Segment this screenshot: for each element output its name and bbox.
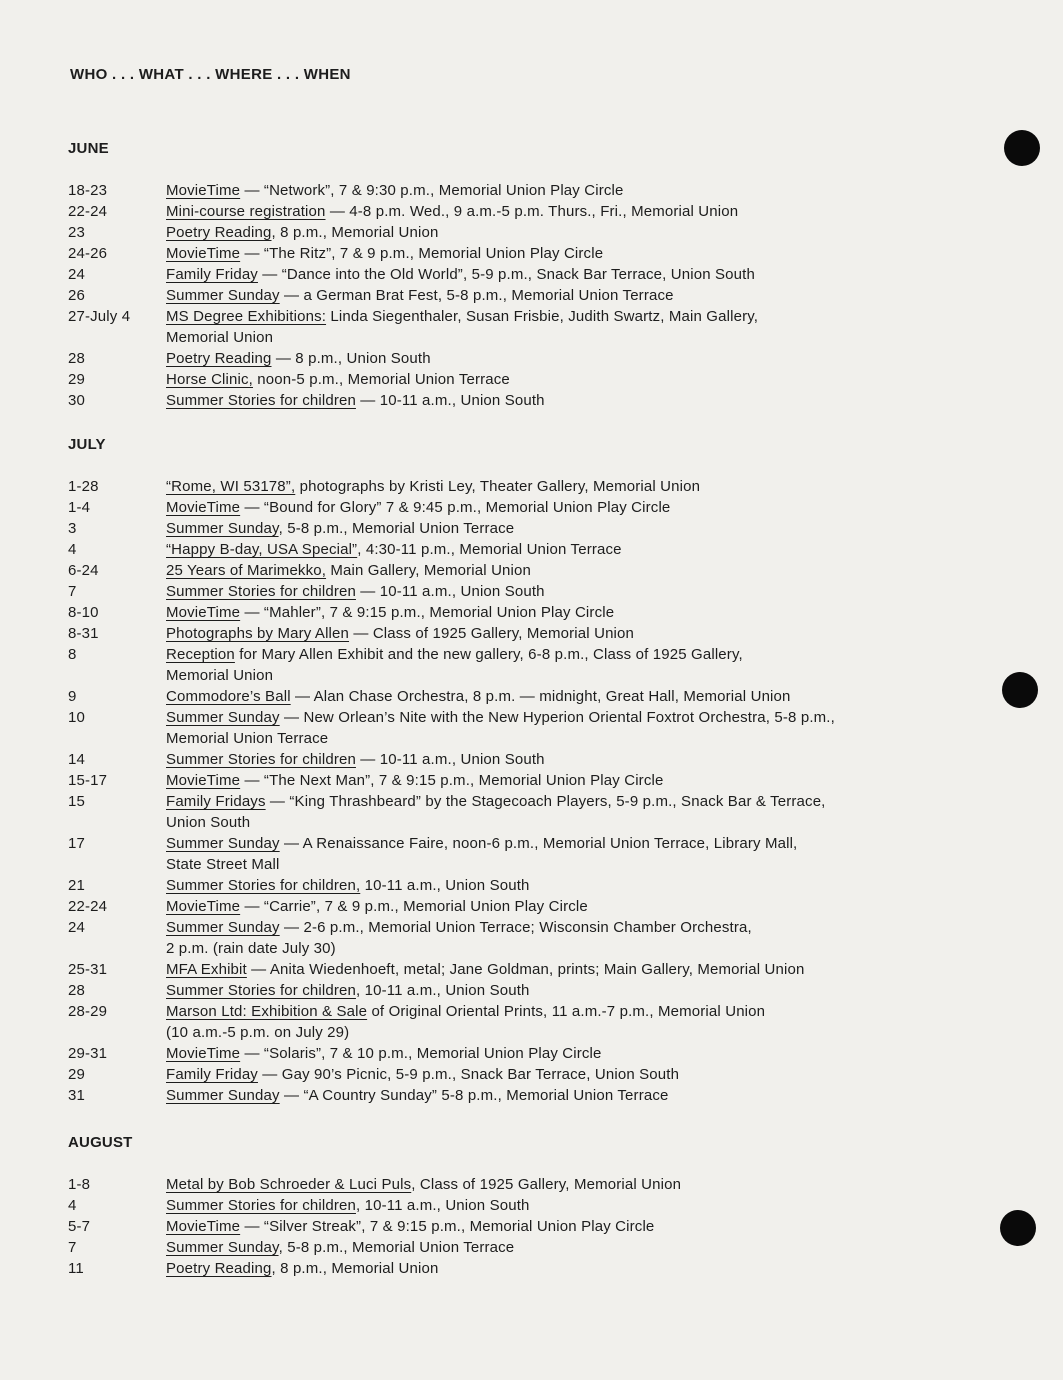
event-description bbox=[166, 1001, 968, 1043]
event-row bbox=[68, 1001, 968, 1043]
binder-hole bbox=[1000, 1210, 1036, 1246]
event-row bbox=[68, 390, 968, 411]
event-title: MovieTime bbox=[166, 245, 241, 262]
event-details: — “A Country Sunday” 5-8 p.m., Memorial Union Terrace bbox=[279, 1087, 669, 1104]
event-details: , 5-8 p.m., Memorial Union Terrace bbox=[278, 520, 515, 537]
event-row bbox=[68, 518, 968, 539]
event-details: , 8 p.m., Memorial Union bbox=[271, 1260, 439, 1277]
event-description bbox=[166, 686, 968, 707]
event-details: — “King Thrashbeard” by the Stagecoach Players, 5-9 p.m., Snack Bar & Terrace, bbox=[265, 793, 826, 810]
event-date: 22-24 bbox=[68, 898, 108, 915]
event-description bbox=[166, 306, 968, 348]
event-row bbox=[68, 791, 968, 833]
event-description bbox=[166, 1174, 968, 1195]
event-title: Summer Sunday bbox=[166, 1239, 279, 1256]
binder-hole bbox=[1004, 130, 1040, 166]
event-row bbox=[68, 222, 968, 243]
event-details: — 10-11 a.m., Union South bbox=[355, 751, 545, 768]
event-date: 8-10 bbox=[68, 604, 99, 621]
event-row bbox=[68, 1216, 968, 1237]
event-details: — “Bound for Glory” 7 & 9:45 p.m., Memorial Union Play Circle bbox=[240, 499, 671, 516]
event-row bbox=[68, 875, 968, 896]
event-description bbox=[166, 770, 968, 791]
event-description bbox=[166, 749, 968, 770]
event-details-continued: Memorial Union bbox=[166, 667, 274, 684]
event-row bbox=[68, 180, 968, 201]
event-details: , 4:30-11 p.m., Memorial Union Terrace bbox=[357, 541, 622, 558]
event-details-continued: (10 a.m.-5 p.m. on July 29) bbox=[166, 1024, 350, 1041]
event-row bbox=[68, 959, 968, 980]
event-description bbox=[166, 1064, 968, 1085]
event-details: 10-11 a.m., Union South bbox=[360, 877, 530, 894]
event-title: MS Degree Exhibitions: bbox=[166, 308, 327, 325]
event-date: 1-4 bbox=[68, 499, 91, 516]
event-details: — New Orlean’s Nite with the New Hyperion Oriental Foxtrot Orchestra, 5-8 p.m., bbox=[279, 709, 835, 726]
event-details: — 4-8 p.m. Wed., 9 a.m.-5 p.m. Thurs., Fri., Memorial Union bbox=[325, 203, 739, 220]
event-description bbox=[166, 602, 968, 623]
event-date: 27-July 4 bbox=[68, 308, 131, 325]
event-title: Family Friday bbox=[166, 266, 258, 283]
event-description bbox=[166, 875, 968, 896]
event-date: 14 bbox=[68, 751, 85, 768]
event-date: 25-31 bbox=[68, 961, 108, 978]
event-date: 24 bbox=[68, 919, 85, 936]
event-row bbox=[68, 1237, 968, 1258]
event-title: Mini-course registration bbox=[166, 203, 326, 220]
event-description bbox=[166, 348, 968, 369]
event-description bbox=[166, 222, 968, 243]
event-row bbox=[68, 770, 968, 791]
event-title: 25 Years of Marimekko, bbox=[166, 562, 327, 579]
event-title: Commodore’s Ball bbox=[166, 688, 291, 705]
event-details: — “Mahler”, 7 & 9:15 p.m., Memorial Union Play Circle bbox=[240, 604, 615, 621]
event-date: 28 bbox=[68, 350, 85, 367]
event-date: 17 bbox=[68, 835, 85, 852]
event-details: — “Network”, 7 & 9:30 p.m., Memorial Union Play Circle bbox=[240, 182, 624, 199]
event-description bbox=[166, 497, 968, 518]
event-title: Poetry Reading bbox=[166, 224, 272, 241]
event-details: — A Renaissance Faire, noon-6 p.m., Memorial Union Terrace, Library Mall, bbox=[279, 835, 798, 852]
event-description bbox=[166, 644, 968, 686]
event-title: Reception bbox=[166, 646, 235, 663]
event-title: Summer Stories for children bbox=[166, 751, 356, 768]
event-description bbox=[166, 917, 968, 959]
event-row bbox=[68, 539, 968, 560]
event-details: — “Dance into the Old World”, 5-9 p.m., Snack Bar Terrace, Union South bbox=[257, 266, 755, 283]
event-description bbox=[166, 1258, 968, 1279]
event-date: 5-7 bbox=[68, 1218, 91, 1235]
event-details: — “The Next Man”, 7 & 9:15 p.m., Memorial Union Play Circle bbox=[240, 772, 664, 789]
event-date: 24-26 bbox=[68, 245, 108, 262]
event-row bbox=[68, 306, 968, 348]
event-description bbox=[166, 959, 968, 980]
event-title: Summer Sunday bbox=[166, 835, 280, 852]
event-date: 31 bbox=[68, 1087, 85, 1104]
event-details: — “Carrie”, 7 & 9 p.m., Memorial Union Play Circle bbox=[240, 898, 588, 915]
event-title: Marson Ltd: Exhibition & Sale bbox=[166, 1003, 368, 1020]
event-title: MovieTime bbox=[166, 1218, 241, 1235]
event-title: Summer Sunday bbox=[166, 1087, 280, 1104]
page-heading: WHO . . . WHAT . . . WHERE . . . WHEN bbox=[70, 66, 351, 83]
event-row bbox=[68, 749, 968, 770]
event-row bbox=[68, 369, 968, 390]
event-description bbox=[166, 476, 968, 497]
event-title: Summer Stories for children bbox=[166, 583, 356, 600]
event-row bbox=[68, 201, 968, 222]
event-date: 15-17 bbox=[68, 772, 108, 789]
month-heading: JUNE bbox=[68, 140, 109, 157]
event-description bbox=[166, 285, 968, 306]
event-row bbox=[68, 707, 968, 749]
event-title: Family Friday bbox=[166, 1066, 258, 1083]
event-title: Family Fridays bbox=[166, 793, 266, 810]
event-date: 18-23 bbox=[68, 182, 108, 199]
event-details: — 2-6 p.m., Memorial Union Terrace; Wisconsin Chamber Orchestra, bbox=[279, 919, 752, 936]
event-date: 1-28 bbox=[68, 478, 99, 495]
event-description bbox=[166, 518, 968, 539]
event-row bbox=[68, 348, 968, 369]
event-description bbox=[166, 1043, 968, 1064]
event-title: Summer Stories for children, bbox=[166, 877, 361, 894]
event-title: Photographs by Mary Allen bbox=[166, 625, 350, 642]
event-row bbox=[68, 896, 968, 917]
event-row bbox=[68, 1043, 968, 1064]
event-description bbox=[166, 264, 968, 285]
event-details: — Class of 1925 Gallery, Memorial Union bbox=[349, 625, 635, 642]
event-row bbox=[68, 1064, 968, 1085]
event-title: Horse Clinic, bbox=[166, 371, 253, 388]
event-title: Summer Sunday bbox=[166, 520, 279, 537]
event-row bbox=[68, 1258, 968, 1279]
event-date: 23 bbox=[68, 224, 85, 241]
event-title: “Happy B-day, USA Special” bbox=[166, 541, 358, 558]
event-title: Poetry Reading bbox=[166, 350, 272, 367]
event-date: 11 bbox=[68, 1260, 84, 1277]
event-date: 29-31 bbox=[68, 1045, 108, 1062]
event-row bbox=[68, 264, 968, 285]
event-description bbox=[166, 791, 968, 833]
event-date: 15 bbox=[68, 793, 85, 810]
event-details: — 8 p.m., Union South bbox=[271, 350, 431, 367]
event-description bbox=[166, 1216, 968, 1237]
event-row bbox=[68, 917, 968, 959]
event-title: Poetry Reading bbox=[166, 1260, 272, 1277]
event-details: — 10-11 a.m., Union South bbox=[355, 583, 545, 600]
event-details: — “Silver Streak”, 7 & 9:15 p.m., Memorial Union Play Circle bbox=[240, 1218, 655, 1235]
event-title: Summer Sunday bbox=[166, 709, 280, 726]
event-description bbox=[166, 1195, 968, 1216]
event-date: 7 bbox=[68, 1239, 77, 1256]
event-description bbox=[166, 833, 968, 875]
event-description bbox=[166, 1237, 968, 1258]
event-details: — Gay 90’s Picnic, 5-9 p.m., Snack Bar Terrace, Union South bbox=[257, 1066, 680, 1083]
event-details-continued: Memorial Union bbox=[166, 329, 274, 346]
event-details: — a German Brat Fest, 5-8 p.m., Memorial Union Terrace bbox=[279, 287, 674, 304]
event-row bbox=[68, 602, 968, 623]
event-row bbox=[68, 644, 968, 686]
event-details: Main Gallery, Memorial Union bbox=[326, 562, 532, 579]
event-details: noon-5 p.m., Memorial Union Terrace bbox=[252, 371, 510, 388]
month-section-june bbox=[68, 138, 968, 411]
event-description bbox=[166, 1085, 968, 1106]
event-description bbox=[166, 201, 968, 222]
event-title: Summer Stories for children bbox=[166, 392, 356, 409]
event-title: Summer Sunday bbox=[166, 919, 280, 936]
event-date: 28-29 bbox=[68, 1003, 108, 1020]
event-row bbox=[68, 497, 968, 518]
event-row bbox=[68, 1195, 968, 1216]
event-date: 29 bbox=[68, 1066, 85, 1083]
event-date: 28 bbox=[68, 982, 85, 999]
event-row bbox=[68, 980, 968, 1001]
event-date: 8-31 bbox=[68, 625, 99, 642]
event-details: , 8 p.m., Memorial Union bbox=[271, 224, 439, 241]
event-description bbox=[166, 180, 968, 201]
event-date: 10 bbox=[68, 709, 85, 726]
event-description bbox=[166, 896, 968, 917]
event-description bbox=[166, 390, 968, 411]
event-row bbox=[68, 560, 968, 581]
event-details: — Anita Wiedenhoeft, metal; Jane Goldman, prints; Main Gallery, Memorial Union bbox=[246, 961, 805, 978]
event-date: 7 bbox=[68, 583, 77, 600]
event-date: 22-24 bbox=[68, 203, 108, 220]
month-heading: AUGUST bbox=[68, 1134, 133, 1151]
event-details: , 10-11 a.m., Union South bbox=[355, 982, 530, 999]
event-title: MovieTime bbox=[166, 182, 241, 199]
month-section-july bbox=[68, 434, 968, 1106]
event-details: , 10-11 a.m., Union South bbox=[355, 1197, 530, 1214]
event-date: 4 bbox=[68, 541, 77, 558]
event-row bbox=[68, 686, 968, 707]
event-title: MovieTime bbox=[166, 772, 241, 789]
event-row bbox=[68, 833, 968, 875]
event-description bbox=[166, 560, 968, 581]
event-details: for Mary Allen Exhibit and the new gallery, 6-8 p.m., Class of 1925 Gallery, bbox=[234, 646, 743, 663]
event-description bbox=[166, 539, 968, 560]
event-details-continued: State Street Mall bbox=[166, 856, 280, 873]
event-description bbox=[166, 243, 968, 264]
month-section-august bbox=[68, 1132, 968, 1279]
event-date: 4 bbox=[68, 1197, 77, 1214]
event-details-continued: 2 p.m. (rain date July 30) bbox=[166, 940, 336, 957]
event-details-continued: Memorial Union Terrace bbox=[166, 730, 329, 747]
event-row bbox=[68, 581, 968, 602]
event-details-continued: Union South bbox=[166, 814, 251, 831]
event-row bbox=[68, 1085, 968, 1106]
event-title: MovieTime bbox=[166, 898, 241, 915]
event-row bbox=[68, 243, 968, 264]
event-details: — “Solaris”, 7 & 10 p.m., Memorial Union Play Circle bbox=[240, 1045, 602, 1062]
month-heading: JULY bbox=[68, 436, 106, 453]
event-description bbox=[166, 980, 968, 1001]
event-details: of Original Oriental Prints, 11 a.m.-7 p.m., Memorial Union bbox=[367, 1003, 766, 1020]
event-date: 30 bbox=[68, 392, 85, 409]
event-details: , Class of 1925 Gallery, Memorial Union bbox=[411, 1176, 682, 1193]
event-title: “Rome, WI 53178”, bbox=[166, 478, 296, 495]
event-date: 26 bbox=[68, 287, 85, 304]
event-date: 6-24 bbox=[68, 562, 99, 579]
event-row bbox=[68, 285, 968, 306]
event-title: Metal by Bob Schroeder & Luci Puls bbox=[166, 1176, 412, 1193]
event-details: Linda Siegenthaler, Susan Frisbie, Judith Swartz, Main Gallery, bbox=[326, 308, 759, 325]
event-details: — “The Ritz”, 7 & 9 p.m., Memorial Union Play Circle bbox=[240, 245, 604, 262]
event-date: 3 bbox=[68, 520, 77, 537]
event-date: 1-8 bbox=[68, 1176, 91, 1193]
event-date: 21 bbox=[68, 877, 85, 894]
event-row bbox=[68, 623, 968, 644]
event-title: MovieTime bbox=[166, 499, 241, 516]
event-title: MovieTime bbox=[166, 1045, 241, 1062]
event-title: MFA Exhibit bbox=[166, 961, 247, 978]
event-title: Summer Sunday bbox=[166, 287, 280, 304]
event-description bbox=[166, 369, 968, 390]
event-date: 29 bbox=[68, 371, 85, 388]
event-row bbox=[68, 1174, 968, 1195]
event-row bbox=[68, 476, 968, 497]
event-details: — Alan Chase Orchestra, 8 p.m. — midnight, Great Hall, Memorial Union bbox=[290, 688, 791, 705]
event-title: Summer Stories for children bbox=[166, 1197, 356, 1214]
event-title: MovieTime bbox=[166, 604, 241, 621]
event-details: photographs by Kristi Ley, Theater Gallery, Memorial Union bbox=[295, 478, 701, 495]
event-details: , 5-8 p.m., Memorial Union Terrace bbox=[278, 1239, 515, 1256]
event-date: 24 bbox=[68, 266, 85, 283]
event-title: Summer Stories for children bbox=[166, 982, 356, 999]
event-description bbox=[166, 707, 968, 749]
event-description bbox=[166, 581, 968, 602]
event-date: 9 bbox=[68, 688, 77, 705]
event-date: 8 bbox=[68, 646, 77, 663]
event-details: — 10-11 a.m., Union South bbox=[355, 392, 545, 409]
binder-hole bbox=[1002, 672, 1038, 708]
event-description bbox=[166, 623, 968, 644]
